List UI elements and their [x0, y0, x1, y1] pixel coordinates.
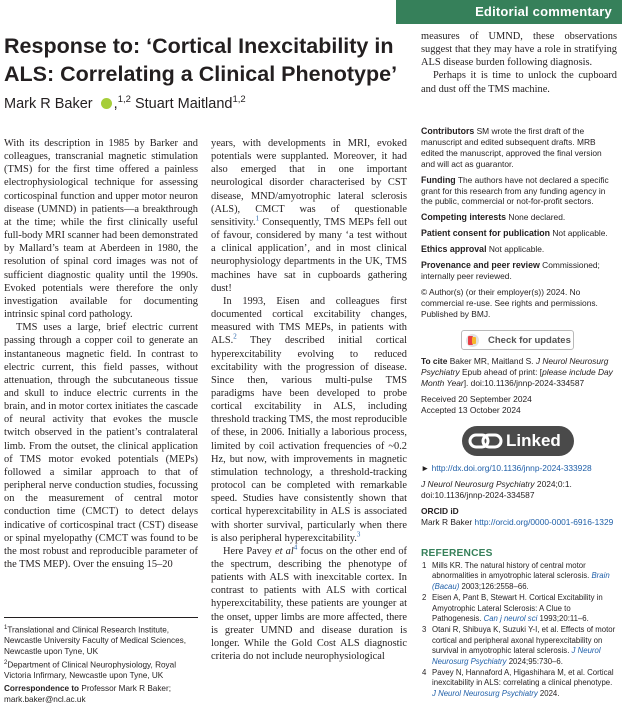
reference-list — [421, 561, 617, 700]
author-name[interactable]: Stuart Maitland — [134, 95, 233, 112]
linked-info — [421, 463, 617, 528]
citation-block — [421, 356, 617, 416]
reference-item: 4 Pavey N, Hannaford A, Higashihara M, et al. Cortical inexcitability in ALS: correlating a clinical phenotype. J Neurol Neurosurg Psychiatry 2024. — [422, 668, 614, 698]
patient-consent: Patient consent for publication Not applicable. — [421, 228, 608, 239]
affiliation-1: $^1$Translational and Clinical Research Institute, Newcastle University Faculty of Medical Sciences, Newcastle upon Tyne, UK — [4, 625, 187, 656]
article-info-sidebar — [421, 126, 617, 325]
body-paragraph: Perhaps it is time to unlock the cupboard and dust off the TMS machine. — [421, 70, 617, 95]
body-column-2 — [211, 137, 407, 710]
body-paragraph: In 1993, Eisen and colleagues first documented cortical excitability changes, measured with TMS MEPs, in patients with ALS.$^2$ They described initial cortical hyperexcitability evolving to reduced excitability with the progression of disease. Since then, various multi-pulse TMS paradigms have been developed to probe cortical excitability in ALS, including threshold tracking TMS, the most reproducible of these, in 2006. Initially a laborious process, limited by coil activation frequencies of ~0.2 Hz, but now, with improvements in magnetic stimulation technology, a threshold-tracking protocol can be completed with remarkable speed. Studies have consistently shown that cortical hyperexcitability in ALS is associated with shorter survival, particularly when there is also peripheral hyperexcitability.$^3$ — [211, 295, 407, 544]
reference-journal-link[interactable]: Brain (Bacau) — [432, 571, 610, 591]
citation-marker[interactable]: 4 — [293, 543, 298, 552]
section-banner: Editorial commentary — [396, 0, 622, 24]
author-separator: , — [113, 95, 118, 112]
author-affiliation-marker: 1,2 — [232, 94, 246, 105]
affiliation-2: $^2$Department of Clinical Neurophysiology, Royal Victoria Infirmary, Newcastle upon Tyne, UK — [4, 659, 177, 680]
journal-reference: J Neurol Neurosurg Psychiatry 2024;0:1. doi:10.1136/jnnp-2024-334587 — [421, 478, 572, 500]
footnotes — [4, 623, 200, 706]
ethics-approval: Ethics approval Not applicable. — [421, 244, 545, 255]
citation-marker[interactable]: 3 — [356, 530, 361, 539]
orcid-icon[interactable] — [101, 98, 112, 109]
author-name[interactable]: Mark R Baker — [4, 95, 93, 112]
article-title: Response to: ‘Cortical Inexcitability in ALS: Correlating a Clinical Phenotype’ — [4, 34, 398, 86]
reference-item: 1 Mills KR. The natural history of central motor abnormalities in amyotrophic lateral sclerosis. Brain (Bacau) 2003;126:2558–66. — [422, 561, 610, 591]
references-heading: REFERENCES — [421, 548, 493, 559]
linked-article — [421, 463, 617, 474]
crossmark-icon — [466, 334, 479, 347]
funding-statement: Funding The authors have not declared a specific grant for this research from any funding agency in the public, commercial or not-for-profit sectors. — [421, 174, 609, 207]
copyright-notice: © Author(s) (or their employer(s)) 2024. No commercial re-use. See rights and permissions. Published by BMJ. — [421, 286, 598, 319]
received-date: Received 20 September 2024 — [421, 393, 532, 404]
body-paragraph: years, with developments in MRI, evoked potentials were supplanted. Moreover, it had also emerged that in one important neurological disorder characterised by CST disease, MND/amyotrophic lateral sclerosis (ALS), CMCT was of questionable sensitivity.$^1$ Consequently, TMS MEPs fell out of favour, considered by many ‘a test without a clinical application’, and in most clinical neurophysiology departments in the UK, TMS machines have sat in cupboards gathering dust! — [211, 138, 407, 294]
correspondence: Correspondence to Professor Mark R Baker; mark.baker@ncl.ac.uk — [4, 684, 171, 705]
citation-marker[interactable]: 2 — [233, 332, 237, 341]
linked-button[interactable]: Linked — [462, 426, 574, 456]
body-paragraph: Here Pavey et $al^4$ focus on the other end of the spectrum, describing the phenotype of patients with ALS with inexcitable cortex. In contrast to patients with ALS with cortical hyperexcitability, these patients are younger at the onset, upper limbs are more affected, there is greater UMND and disease duration is longer. While the Gold Cost ALS diagnostic criteria do not include neurophysiological — [211, 543, 407, 663]
footnote-divider — [4, 617, 198, 618]
competing-interests: Competing interests None declared. — [421, 212, 566, 223]
provenance: Provenance and peer review Commissioned; internally peer reviewed. — [421, 260, 600, 281]
body-paragraph: TMS uses a large, brief electric current passing through a copper coil to generate an instantaneous magnetic field. In contrast to electric current, this field passes, without attenuation, through the subcutaneous tissue and skull to induce electric currents in the brain, and in motor cortex initiates the cascade of neural activity that evokes the muscle twitch observed in the patient’s contralateral limb. From the outset, the clinical application of TMS motor evoked potentials (MEPs) followed a similar approach to that of peripheral nerve conduction studies, focussing on the measurement of central motor conduction time (CMCT) to detect delays indicative of corticospinal tract (CST) disease or spinal myelopathy (CMCT was found to be the most robust and reproducible parameter of the TMS MEP). Over the ensuing 15–20 — [4, 322, 198, 570]
body-column-3 — [421, 30, 617, 122]
orcid-link[interactable]: http://orcid.org/0000-0001-6916-1329 — [474, 516, 614, 527]
check-for-updates-button[interactable]: Check for updates — [461, 330, 574, 350]
body-paragraph: measures of UMND, these observations suggest that they may have a role in stratifying ALS disease burden following diagnosis. — [421, 31, 617, 69]
reference-journal-link[interactable]: J Neurol Neurosurg Psychiatry — [432, 688, 538, 698]
citation-marker[interactable]: 1 — [255, 214, 260, 223]
to-cite: To cite Baker MR, Maitland S. J Neurol Neurosurg Psychiatry Epub ahead of print: [please include Day Month Year]. doi:10.1136/jnnp-2024-334587 — [421, 356, 613, 388]
reference-journal-link[interactable]: J Neurol Neurosurg Psychiatry — [432, 646, 601, 666]
chain-link-icon — [468, 432, 504, 450]
contributors-statement: Contributors SM wrote the first draft of the manuscript and edited subsequent drafts. MRB edited the manuscript, approved the final version and will act as guarantor. — [421, 126, 602, 169]
orcid-section: ORCID iD Mark R Baker http://orcid.org/0000-0001-6916-1329 — [421, 505, 614, 527]
reference-item: 2 Eisen A, Pant B, Stewart H. Cortical Excitability in Amyotrophic Lateral Sclerosis: A Clue to Pathogenesis. Can j neurol sci 1993;20:11–6. — [422, 593, 603, 624]
reference-item: 3 Otani R, Shibuya K, Suzuki Y-I, et al. Effects of motor cortical and peripheral axonal hyperexcitability on survival in amyotrophic lateral sclerosis. J Neurol Neurosurg Psychiatry 2024;95:730–6. — [422, 625, 616, 666]
body-paragraph: With its description in 1985 by Barker and colleagues, transcranial magnetic stimulation (TMS) for the first time offered a painless electrophysiological technique for assessing corticospinal function and upper motor neuron disease (UMND) in patients—a breakthrough at the time; while the first clinically useful full-body MRI scanner had been demonstrated by Mallard’s team at Aberdeen in 1980, the resolution of spinal cord images was not of sufficient diagnostic quality until the 1990s. Evoked potentials were therefore the only investigation available for documenting intrinsic spinal cord pathology. — [4, 138, 198, 321]
body-column-1 — [4, 137, 198, 614]
author-affiliation-marker: 1,2 — [117, 94, 131, 105]
reference-journal-link[interactable]: Can j neurol sci — [483, 614, 538, 624]
accepted-date: Accepted 13 October 2024 — [421, 404, 521, 415]
arrow-right-icon: ► — [421, 463, 430, 473]
author-list — [4, 94, 409, 112]
linked-article-link[interactable]: http://dx.doi.org/10.1136/jnnp-2024-333928 — [431, 463, 592, 473]
